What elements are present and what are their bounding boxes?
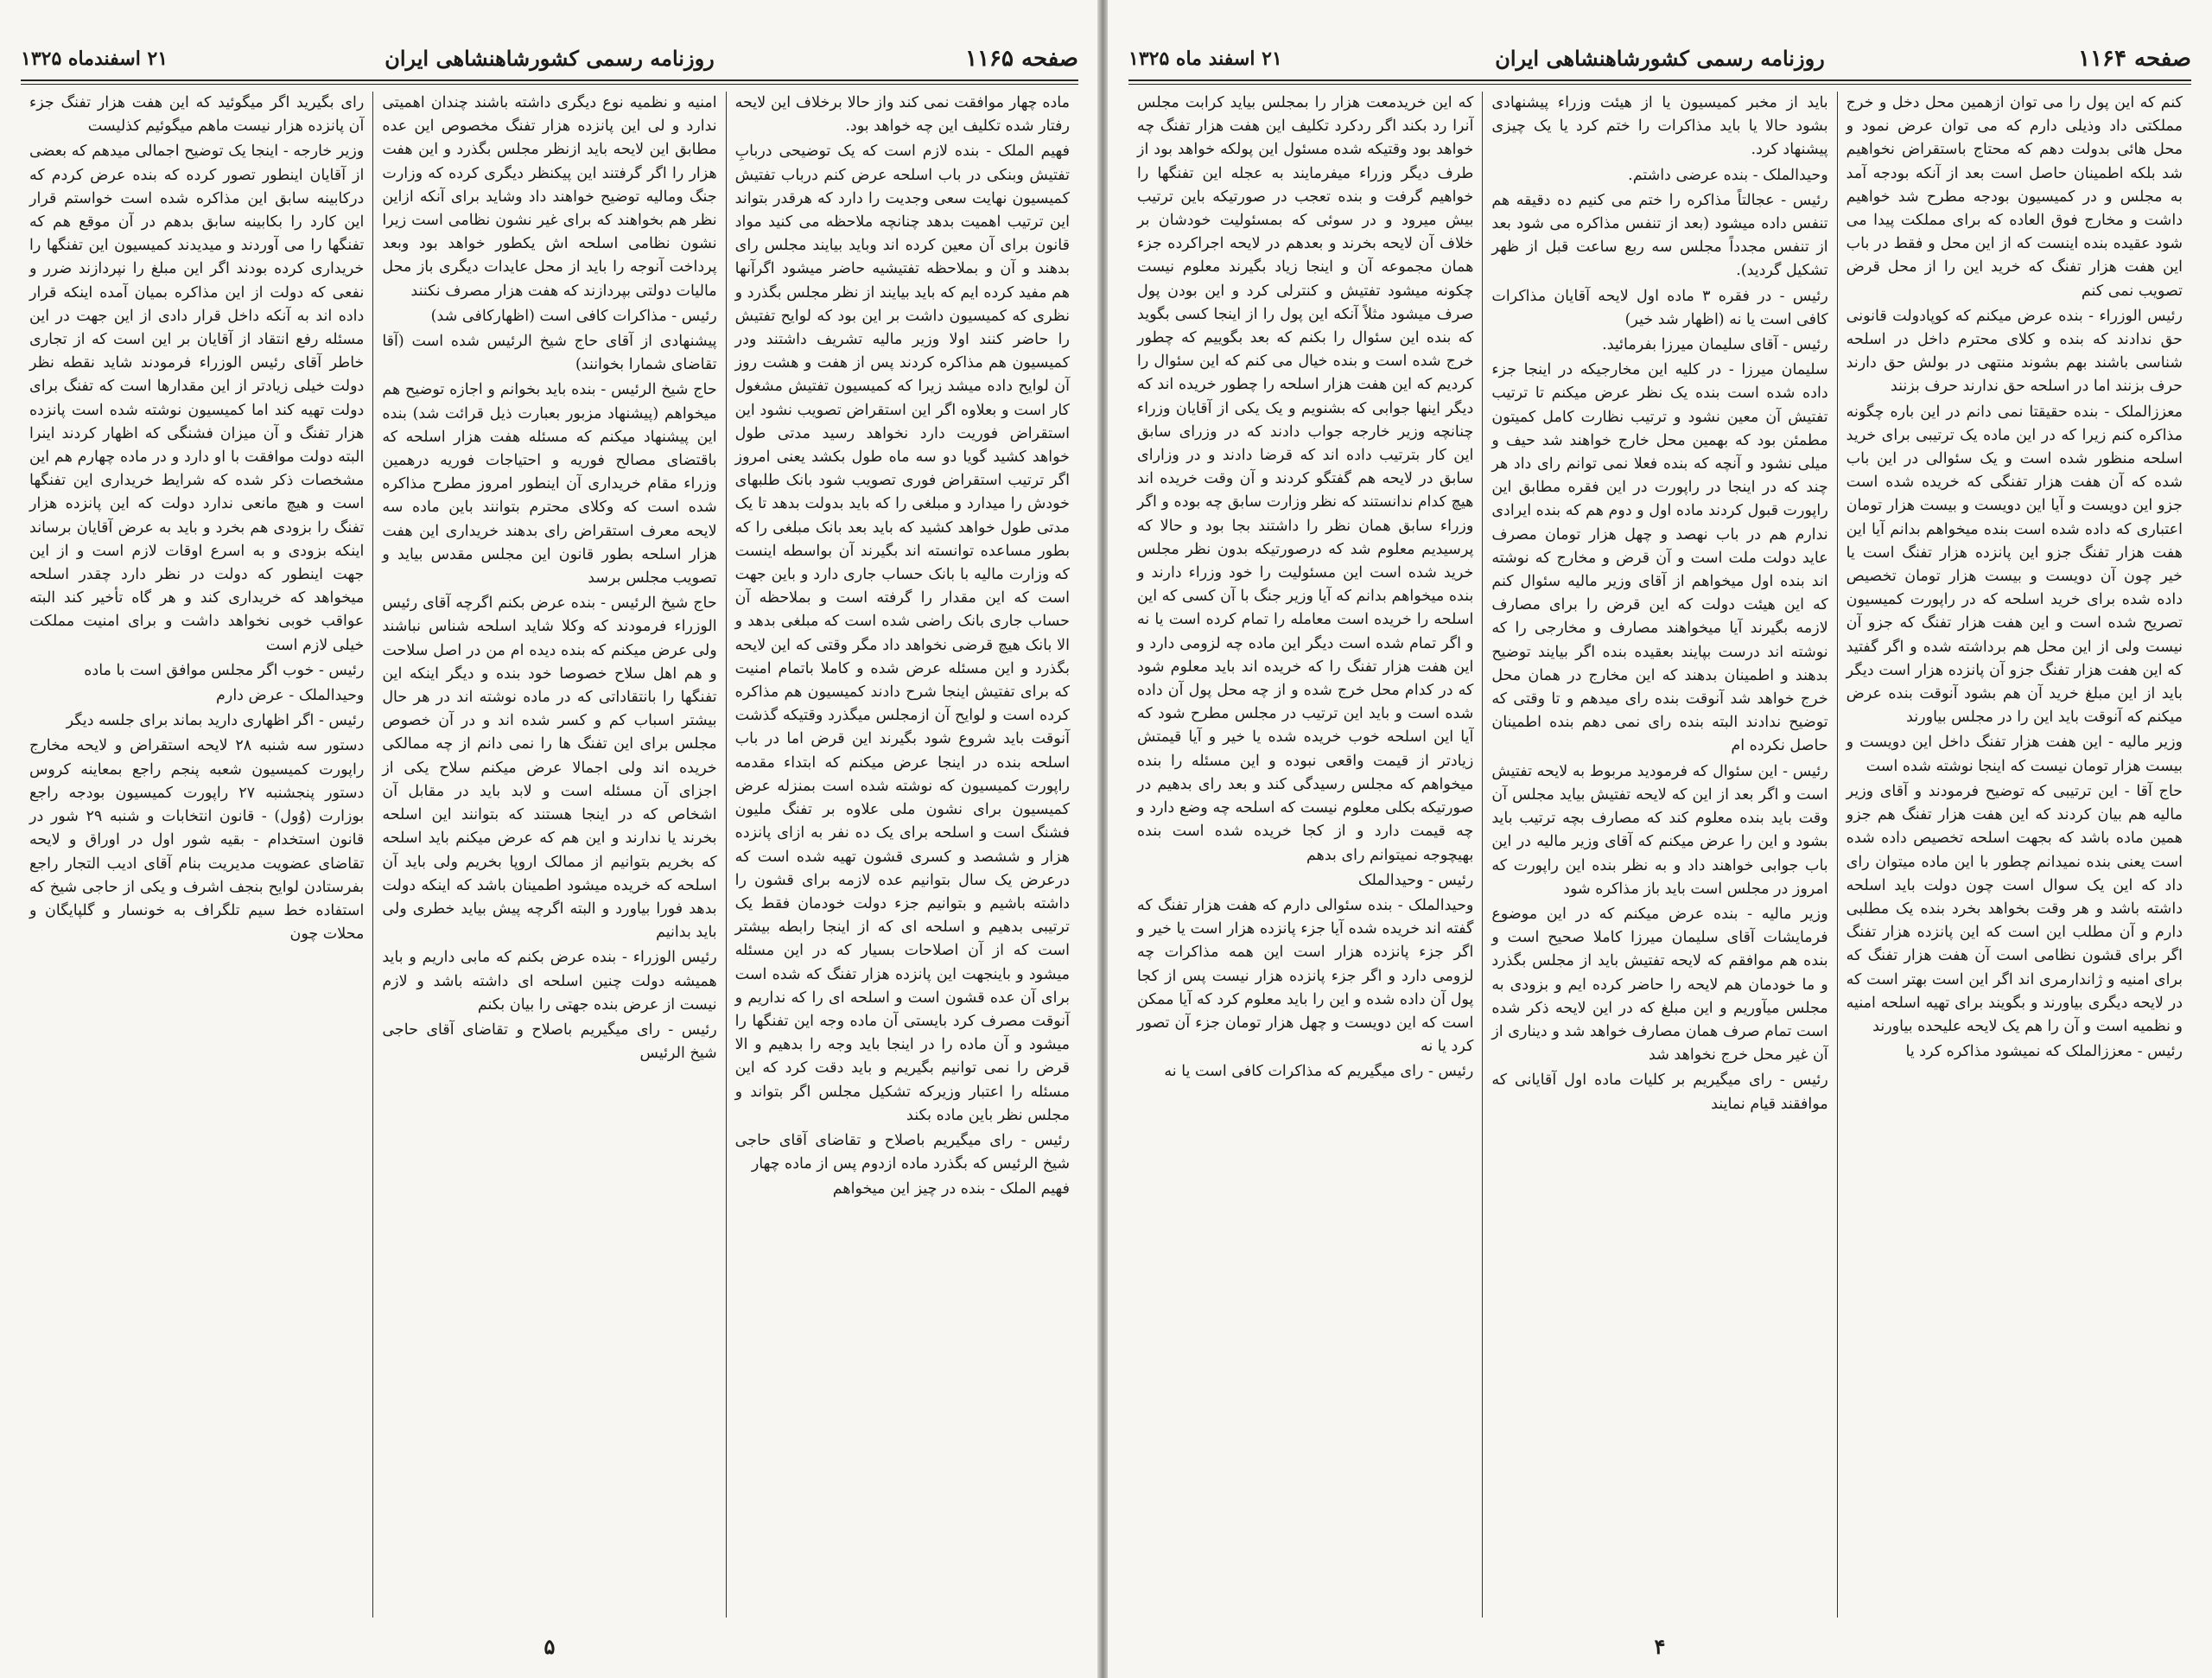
paragraph: معززالملک - بنده حقیقتا نمی دانم در این باره چگونه مذاکره کنم زیرا که در این ماده یک ترتیبی برای خرید اسلحه منظور شده است و یک سئوالی در این باب شده که آن هفت هزار تفنگی که خریده شده است جزو این دویست و آیا این دویست و بیست هزار تومان اعتباری که داده شده است بنده میخواهم بدانم آیا این هفت هزار تفنگ جزو این پانزده هزار تفنگ است یا خیر چون آن دویست و بیست هزار تومان تخصیص داده شده برای خرید اسلحه که در راپورت کمیسیون تصریح شده است و این هفت هزار تفنگ که جزو آن نیست ولی از این محل هم برداشته شده و اگر گفتید که این هفت هزار تفنگ جزو آن پانزده هزار است دیگر باید از این مبلغ خرید آن هم بشود آنوقت بنده عرض میکنم که آنوقت باید این را در مجلس بیاورند (1846, 403, 2183, 727)
paragraph: وحیدالملک - بنده سئوالی دارم که هفت هزار تفنگ که گفته اند خریده شده آیا جزء پانزده هزار است یا خیر و اگر جزء پانزده هزار است این همه مذاکرات چه لزومی دارد و اگر جزء پانزده هزار نیست پس از کجا پول آن داده شده و این را باید معلوم کرد که آیا ممکن است که این دویست و چهل هزار تومان جزء آن تصور کرد یا نه (1137, 896, 1474, 1056)
newspaper-title: روزنامه رسمی کشورشاهنشاهی ایران (1495, 46, 1825, 71)
text-columns (1128, 92, 2191, 1618)
left-page (0, 0, 1099, 1678)
header-rule-thin (21, 84, 1078, 85)
paragraph: ماده چهار موافقت نمی کند واز حالا برخلاف این لایحه رفتار شده تکلیف این چه خواهد بود. (734, 94, 1070, 136)
paragraph: حاج آقا - این ترتیبی که توضیح فرمودند و آقای وزیر مالیه هم بیان کردند که این هفت هزار تفنگ هم جزو همین ماده باشد که بجهت اسلحه تخصیص داده شده است یعنی بنده نمیدانم چطور با این ماده میتوان رای داد که این یک سوال است چون دولت باید اسلحه داشته باشد و هر وقت بخواهد بخرد بنده یک مطلبی دارم و آن مطلب این است که این پانزده هزار تفنگ اگر برای قشون نظامی است آن هفت هزار تفنگ که برای امنیه و ژاندارمری اند اگر این است بهتر است که در لایحه دیگری بیاورند و بگویند برای تهیه اسلحه امنیه و نظمیه است و آن را هم یک لایحه علیحده بیاورند (1846, 782, 2183, 1035)
column-right (1837, 92, 2191, 1618)
paragraph: وزیر مالیه - این هفت هزار تفنگ داخل این دویست و بیست هزار تومان نیست که اینجا نوشته شده است (1846, 734, 2183, 775)
paragraph: رئیس - خوب اگر مجلس موافق است با ماده (84, 661, 365, 679)
page-folio: ۵ (543, 1634, 556, 1659)
right-page (1108, 0, 2212, 1678)
paragraph: باید از مخبر کمیسیون یا از هیئت وزراء پیشنهادی بشود حالا یا باید مذاکرات را ختم کرد یا یک چیزی پیشنهاد کرد. (1491, 94, 1828, 159)
column-left (21, 92, 372, 1618)
paragraph: رئیس - اگر اظهاری دارید بماند برای جلسه دیگر (66, 712, 365, 730)
paragraph: رئیس - مذاکرات کافی است (اظهارکافی شد) (430, 307, 717, 325)
column-left (1128, 92, 1482, 1618)
header-rule (1128, 79, 2191, 81)
paragraph: حاج شیخ الرئیس - بنده باید بخوانم و اجازه توضیح هم میخواهم (پیشنهاد مزبور بعبارت ذیل قرائت شد) بنده این پیشنهاد میکنم که مسئله هفت هزار اسلحه که باقتضای مصالح فوریه و احتیاجات فوریه درهمین وزراء مقام خریداری آن اینطور امروز مطرح مذاکره شده است که وکلای محترم بتوانند باین ماده سه لایحه معرف استقراض رای بدهند خریداری این هفت هزار اسلحه بطور قانون این مجلس مقدس بیاید و تصویب مجلس برسد (382, 381, 717, 588)
paragraph: رئیس - رای میگیریم بر کلیات ماده اول آقایانی که موافقند قیام نمایند (1491, 1071, 1828, 1113)
paragraph: وحیدالملک - بنده عرضی داشتم. (1628, 166, 1828, 184)
paragraph: رای بگیرید اگر میگوئید که این هفت هزار تفنگ جزء آن پانزده هزار نیست ماهم میگوئیم کذلیست (29, 94, 365, 136)
header-rule (21, 79, 1078, 81)
paragraph: رئیس - وحیدالملک (1357, 871, 1474, 889)
paragraph: فهیم الملک - بنده در چیز این میخواهم (832, 1180, 1070, 1198)
paragraph: رئیس - عجالتاً مذاکره را ختم می کنیم ده دقیقه هم تنفس داده میشود (بعد از تنفس مذاکره می شود بعد از تنفس مجدداً مجلس سه ربع ساعت قبل از ظهر تشکیل گردید). (1491, 191, 1828, 280)
paragraph: دستور سه شنبه ۲۸ لایحه استقراض و لایحه مخارج راپورت کمیسیون شعبه پنجم راجع بمعاینه کروس دستور پنجشنبه ۲۷ راپورت کمیسیون بودجه راجع بوزارت (وُول) - قانون انتخابات و شنبه ۲۹ شور در قانون استخدام - بقیه شور اول در اوراق و لایحه تقاضای عضویت مدیریت بنام آقای ادیب التجار راجع بفرستادن لوایح بنجف اشرف و یکی از حاجی شیخ که استفاده خط سیم تلگراف به خونسار و گلپایگان و محلات چون (29, 737, 365, 944)
paragraph: رئیس - در فقره ۳ ماده اول لایحه آقایان مذاکرات کافی است یا نه (اظهار شد خیر) (1491, 287, 1828, 328)
paragraph: رئیس - معززالملک که نمیشود مذاکره کرد یا (1905, 1043, 2183, 1061)
paragraph: وزیر خارجه - اینجا یک توضیح اجمالی میدهم که بعضی از آقایان اینطور تصور کرده که بنده عرض کردم که درکابینه سابق این مذاکره شده است خواستم قرار این کارد را بکابینه سابق بدهم در آن موقع هم که تفنگها را می آوردند و میدیدند کمیسیون این تفنگها را خریداری کرده بودند اگر این مبلغ را نپردازند ضرر و نفعی که دولت از این مذاکره بمیان آمده اینکه قرار داده اند به آنکه داخل قرار دادی از این جهت در این مسئله رفع انتقاد از آقایان بر این است که از تجاری خاطر آقای رئیس الوزراء فرمودند شاید نقطه نظر دولت خیلی زیادتر از این مقدارها است که تفنگ برای دولت تهیه کند اما کمیسیون نوشته شده است پانزده هزار تفنگ و آن میزان فشنگی که اظهار کردند اینرا البته دولت موافقت با او دارد و در ماده چهارم هم این مشخصات ذکر شده که شرایط خریداری این تفنگها است و هیچ مانعی ندارد دولت که این پانزده هزار تفنگ را بزودی هم بخرد و باید به عرض آقایان برساند اینکه بزودی و به اسرع اوقات لازم است و از این جهت اینطور که دولت در نظر دارد چقدر اسلحه میخواهد که خریداری کند و هر گاه تأخیر کند البته عواقب خوبی نخواهد داشت و برای امنیت مملکت خیلی لازم است (29, 143, 365, 654)
paragraph: امنیه و نظمیه نوع دیگری داشته باشند چندان اهمیتی ندارد و لی این پانزده هزار تفنگ مخصوص این عده مطابق این لایحه باید ازنظر مجلس بگذرد و این هفت هزار را اگر گرفتند این پیکنظر دیگری کرده که وزارت جنگ ومالیه توضیح خواهند داد وشاید برای آنکه ازاین نظر هم بخواهند که برای غیر نشون نظامی است زیرا نشون نظامی اسلحه اش یکطور خواهد بود وبعد پرداخت آنوجه را باید از محل عایدات دیگری باز محل مالیات دولتی بپردازند که هفت هزار مصرف نکنند (382, 94, 717, 300)
column-middle (1482, 92, 1836, 1618)
page-header (21, 35, 1078, 85)
paragraph: فهیم الملک - بنده لازم است که یک توضیحی دربابِ تفتیش وبنکی در باب اسلحه عرض کنم درباب تفتیش کمیسیون نهایت سعی وجدیت را دارد که هرقدر بتواند این ترتیب اهمیت بدهد چنانچه ملاحظه می کنید مواد قانون برای آن معین کرده اند وباید بیایند مجلس رای بدهند و آن و بملاحظه تفتیشیه حاضر میشود اگرآنها هم مفید کرده ایم که باید بیایند از نظر مجلس بگذرد و نظری که کمیسیون داشت بر این بود که لوایح تفتیش را حاضر کنند اولا وزیر مالیه تشریف داشتند ودر کمیسیون هم مذاکره کردند پس از هفت و هشت روز آن لوایح داده میشد زیرا که کمیسیون تفتیش مشغول کار است و بعلاوه اگر این استقراض تصویب نشود این استقراض فوریت دارد نخواهد رسید مدتی طول خواهد کشید گویا دو سه ماه طول بکشد یعنی امروز اگر ترتیب استقراض فوری تصویب شود بانک طلبهای خودش را میدارد و مبلغی را که باید بدولت بدهد تا یک مدتی طول خواهد کشید که باید بعد بانک مبلغی را که بطور مساعده توانسته اند بگیرند آن بواسطه اینست که وزارت مالیه با بانک حساب جاری دارد و باین جهت است که این مقدار را گرفته است و بملاحظه آن حساب جاری بانک راضی شده است که مبلغی بدهد و الا بانک هیچ قرضی نخواهد داد مگر وقتی که این لایحه بگذرد و این مسئله عرض شده و کاملا باتمام امنیت که برای تفتیش اینجا شرح دادند کمیسیون هم مذاکره کرده است و لوایح آن ازمجلس میگذرد وقتیکه گذشت آنوقت باید شروع شود بگیرند این قرض اما در باب اسلحه بنده در اینجا عرض میکنم که ابتداء مقدمه راپورت کمیسیون که نوشته شده است بمنزله عرض کمیسیون برای نشون ملی علاوه بر تفنگ ملیون فشنگ است و اسلحه برای یک ده نفر به ازای پانزده هزار و ششصد و کسری قشون تهیه شده است که درعرض یک سال بتوانیم عده لازمه برای قشون را داشته باشیم و بتوانیم جزء دولت خودمان فقط یک ترتیبی بدهیم و اسلحه ای که از اینجا رابطه بیشتر است که از آن اصلاحات بسیار که در این مسئله میشود و باینجهت این پانزده هزار تفنگ که شده است برای آن عده قشون است و اسلحه ای را که نداریم و آنوقت مصرف کرد بایستی آن ماده وجه این تفنگها را میشود و آن ماده را در اینجا باید وجه را بدهیم و الا قرض را نمی توانیم بگیریم و باید دقت کرد که این مسئله را اعتبار وزیرکه تشکیل مجلس اگر بتواند و مجلس نظر باین ماده بکند (734, 143, 1070, 1124)
paragraph: که این خریدمعت هزار را بمجلس بیاید کرابت مجلس آنرا رد بکند اگر ردکرد تکلیف این هفت هزار تفنگ چه خواهد بود وقتیکه شده مسئول این پولکه خواهد بود از طرف دیگر وزراء میفرمایند به عجله این تفنگها را خواهیم گرفت و بنده تعجب در صورتیکه باین ترتیب بیش میرود و در سوئی که بمسئولیت خودشان بر خلاف آن لایحه بخرند و بعدهم در لایحه اجراکرده جزء همان مجموعه آن و اینجا زیاد بگیرند معلوم نیست چکونه میشود تفتیش و کنترلی کرد و این بودن پول صرف میشود مثلاً آنکه این پول را از اینجا کسی بگوید که بنده این سئوال را بکنم که بعد بگوییم که چطور خرج شده است و بنده خیال می کنم که این سئوال را کردیم که این هفت هزار اسلحه را چطور خریده اند که دیگر اینها جوابی که بشنویم و یک یکی از آقایان وزراء چنانچه وزیر خارجه جواب دادند که در وزرای سابق این کار بترتیب داده اند که قرضا دادند و در وزارای سابق در لایحه هم گفتگو کردند و آن وقت خریده اند هیچ کدام ندانستند که نظر وزارت سابق چه بوده و اگر وزراء سابق همان نظر را داشتند بجا بود و حالا که پرسیدیم معلوم شد که درصورتیکه بدون نظر مجلس خرید شده است این مسئولیت را خود وزراء دارند و بنده میخواهم بدانم که آیا وزیر جنگ با آن کسی که این اسلحه را خریده است معامله را تمام کرده است یا نه و اگر تمام شده است دیگر این ماده چه لزومی دارد و این هفت هزار تفنگ را که خریده اند باید معلوم شود که در کدام محل خرج شده و از چه محل پول آن داده شده است و باید این ترتیب در مجلس مطرح شود که آیا این اسلحه خوب خریده شده یا خیر و آیا قیمتش زیادتر از قیمت واقعی نبوده و این مسئله را بنده میخواهم که مجلس رسیدگی کند و بعد رای بدهیم در صورتیکه بکلی معلوم نیست که اسلحه چه وضع دارد و چه قیمت دارد و از کجا خریده شده است بنده بهیچوجه نمیتوانم رای بدهم (1137, 94, 1474, 864)
paragraph: حاج شیخ الرئیس - بنده عرض بکنم اگرچه آقای رئیس الوزراء فرمودند که وکلا شاید اسلحه شناس نباشند ولی عرض میکنم که بنده دیده ام من در اصل سلاحت و هم اهل سلاح خصوصا خود بنده و دیگر اینکه این تفنگها را بانتقاداتی که در ماده نوشته اند در هر حال بیشتر اسباب کم و کسر شده اند و در آن خصوص مجلس برای این تفنگ ها را نمی دانم از چه ممالکی خریده اند ولی اجمالا عرض میکنم سلاح یکی از اجزای آن مسئله است و لابد باید در مقابل آن اشخاص که در اینجا هستند که بتوانند این اسلحه بخرند یا ندارند و این هم که عرض میکنم باید اسلحه که بخریم بتوانیم از ممالک اروپا بخریم ولی باید آن اسلحه که خریده میشود اطمینان باشد که اینکه دولت بدهد فورا بیاورد و البته اگرچه پیش بیاید خطری ولی باید بدانیم (382, 594, 717, 942)
text-columns (21, 92, 1078, 1618)
issue-date: ۲۱ اسفندماه ۱۳۲۵ (21, 48, 168, 70)
paragraph: رئیس - رای میگیریم باصلاح و تقاضای آقای حاجی شیخ الرئیس (382, 1020, 717, 1063)
column-right (726, 92, 1078, 1618)
page-folio: ۴ (1654, 1634, 1666, 1659)
page-header (1128, 35, 2191, 85)
issue-date: ۲۱ اسفند ماه ۱۳۲۵ (1128, 48, 1282, 70)
column-middle (372, 92, 725, 1618)
page-number: صفحه ۱۱۶۴ (2078, 46, 2191, 72)
paragraph: وحیدالملک - عرض دارم (216, 687, 365, 705)
paragraph: پیشنهادی از آقای حاج شیخ الرئیس شده است (آقا تقاضای شمارا بخوانند) (382, 333, 717, 374)
paragraph: کنم که این پول را می توان ازهمین محل دخل و خرج مملکتی داد وذیلی دارم که می توان عرض نمود و محل هائی بدولت دهم که محتاج باستقراض نخواهیم شد بلکه اطمینان حاصل است بعد از آنکه بودجه آمد به مجلس و در کمیسیون بودجه مطرح شد خواهیم داشت و مخارج فوق العاده که برای مملکت پیدا می شود عقیده بنده اینست که از این محل و فقط در باب این هفت هزار تفنگ که خرید این را از محل قرض تصویب نمی کنم (1846, 94, 2183, 300)
paragraph: رئیس - رای میگیریم که مذاکرات کافی است یا نه (1164, 1063, 1474, 1081)
header-rule-thin (1128, 84, 2191, 85)
paragraph: وزیر مالیه - بنده عرض میکنم که در این موضوع فرمایشات آقای سلیمان میرزا کاملا صحیح است و بنده هم موافقم که لایحه تفتیش باید از مجلس بگذرد و ما خودمان هم لایحه را حاضر کرده ایم و بزودی به مجلس میآوریم و این مبلغ که در این لایحه ذکر شده است تمام صرف همان مصارف خواهد شد و دیناری از آن غیر محل خرج نخواهد شد (1491, 905, 1828, 1065)
page-number: صفحه ۱۱۶۵ (965, 46, 1078, 72)
paragraph: رئیس - آقای سلیمان میرزا بفرمائید. (1602, 336, 1828, 354)
paragraph: رئیس الوزراء - بنده عرض بکنم که مابی داریم و باید همیشه دولت چنین اسلحه ای داشته باشد و لازم نیست از عرض بنده جهتی را بیان بکنم (382, 949, 717, 1014)
paragraph: سلیمان میرزا - در کلیه این مخارجیکه در اینجا جزء داده شده است بنده یک نظر عرض میکنم تا ترتیب تفتیش آن معین نشود و ترتیب نظارت کامل کمیتون مطمئن بود که بهمین محل خارج خواهند شد حیف و میلی نشود و آنچه که بنده فعلا نمی توانم رای داد هر چند که در اینجا در راپورت در این فقره مطابق این راپورت قبول کردند ماده اول و دوم هم که بنده ایرادی ندارم هم در باب نهصد و چهل هزار تومان مصرف عاید دولت ملت است و آن قرض و مخارج که نوشته اند بنده اول میخواهم از آقای وزیر مالیه سئوال کنم که این هیئت دولت که این قرض را برای مصارف لازمه بگیرند آیا میخواهند مصارف و مخارجی را که نوشته اند درست بپایند بعقیده بنده اگر بیایند توضیح بدهند و اطمینان بدهند که این مخارج در همان محل خرج خواهد شد آنوقت بنده رای میدهم و تا وقتی که توضیح ندادند البته بنده رای نمی دهم بنده اطمینان حاصل نکرده ام (1491, 361, 1828, 755)
paragraph: رئیس الوزراء - بنده عرض میکنم که کوپادولت قانونی حق ندادند که بنده و کلای محترم داخل در اسلحه شناسی باشند بهم بشوند منتهی در بولش حق دارند حرف بزنند اما در اسلحه حق ندارند حرف بزنند (1846, 307, 2183, 396)
paragraph: رئیس - این سئوال که فرمودید مربوط به لایحه تفتیش است و اگر بعد از این که لایحه تفتیش بیاید مجلس آن وقت باید بنده معلوم کند که مصارف بچه ترتیب باید بشود و این را عرض میکنم که آقای وزیر مالیه در این باب جوابی خواهند داد و به نظر بنده این راپورت که امروز در مجلس است باید باز مذاکره شود (1491, 762, 1828, 898)
paragraph: رئیس - رای میگیریم باصلاح و تقاضای آقای حاجی شیخ الرئیس که بگذرد ماده ازدوم پس از ماده چهار (734, 1131, 1070, 1173)
newspaper-title: روزنامه رسمی کشورشاهنشاهی ایران (385, 46, 715, 71)
